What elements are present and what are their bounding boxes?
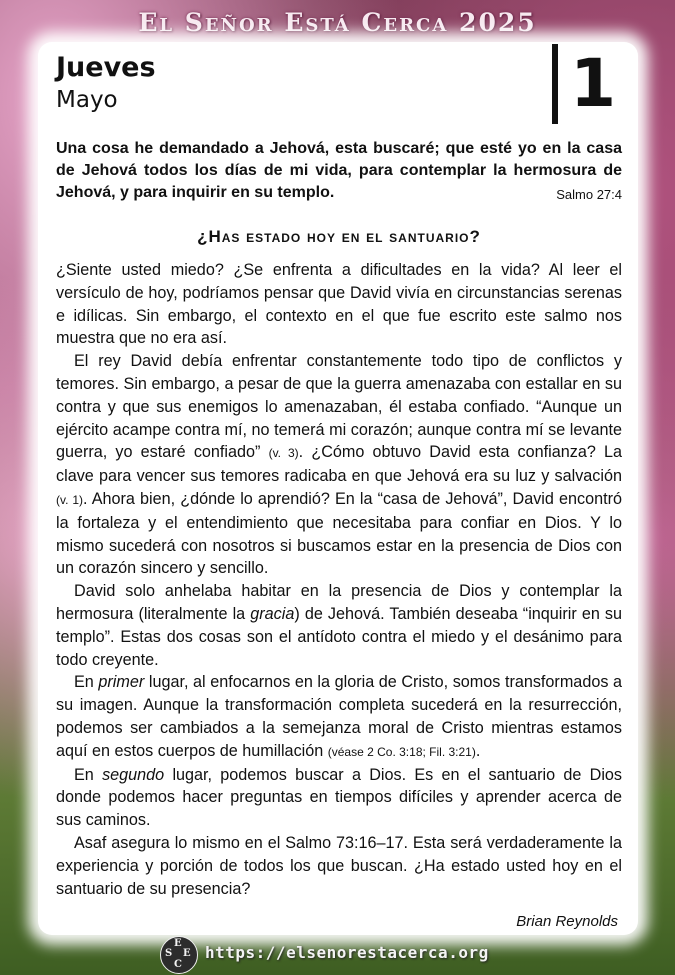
verse-text: Una cosa he demandado a Jehová, esta buscaré; que esté yo en la casa de Jehová todos los días de mi vida, para contemplar la hermosura de Jehová, y para inquirir en su templo. [56, 140, 622, 201]
website-link[interactable]: https://elsenorestacerca.org [205, 943, 489, 962]
reading-title: ¿Has estado hoy en el santuario? [197, 227, 481, 246]
month-label: Mayo [56, 87, 118, 113]
paragraph: David solo anhelaba habitar en la presencia de Dios y contemplar la hermosura (literalmente la gracia) de Jehová. También deseaba “inquirir en su templo”. Estas dos cosas son el antídoto contra el miedo y el desánimo para todo creyente. [56, 582, 623, 669]
reading-body [56, 259, 622, 900]
scripture-ref: (v. 3) [268, 446, 299, 461]
paragraph: En segundo lugar, podemos buscar a Dios. Es en el santuario de Dios donde podemos hacer preguntas en tiempos difíciles y aprender acerca de sus caminos. [56, 765, 623, 830]
publisher-logo-icon: E S E C [160, 936, 198, 974]
day-number: 1 [552, 44, 616, 124]
paragraph: ¿Siente usted miedo? ¿Se enfrenta a dificultades en la vida? Al leer el versículo de hoy, podríamos pensar que David vivía en circunstancias serenas e idílicas. Sin embargo, el contexto en el que fue escrito este salmo nos muestra que no era así. [56, 261, 622, 348]
weekday-label: Jueves [56, 52, 156, 83]
verse-reference: Salmo 27:4 [556, 187, 622, 202]
author-name: Brian Reynolds [516, 913, 618, 930]
scripture-ref: (véase 2 Co. 3:18; Fil. 3:21) [327, 744, 476, 759]
daily-verse [56, 138, 622, 206]
publication-title: El Señor Está Cerca 2025 [138, 8, 537, 37]
paragraph: El rey David debía enfrentar constantemente todo tipo de conflictos y temores. Sin embargo, a pesar de que la guerra amenazaba con estallar en su contra y que sus enemigos lo amenazaban, él estaba confiado. “Aunque un ejército acampe contra mí, no temerá mi corazón; aunque contra mí se levante guerra, yo estaré confiado” (v. 3). ¿Cómo obtuvo David esta confianza? La clave para vencer sus temores radicaba en que Jehová era su luz y salvación (v. 1). Ahora bien, ¿dónde lo aprendió? En la “casa de Jehová”, David encontró la fortaleza y el entendimiento que necesitaba para confiar en Dios. Y lo mismo sucederá con nosotros si buscamos estar en la presencia de Dios con un corazón sincero y sencillo. [56, 352, 623, 578]
scripture-ref: (v. 1) [56, 492, 84, 507]
devotional-card [38, 42, 638, 935]
paragraph: En primer lugar, al enfocarnos en la gloria de Cristo, somos transformados a su imagen. Aunque la transformación completa sucederá en la resurrección, podemos ser cambiados a la semejanza moral de Cristo mientras estamos aquí en estos cuerpos de humillación (véase 2 Co. 3:18; Fil. 3:21). [56, 673, 622, 760]
paragraph: Asaf asegura lo mismo en el Salmo 73:16–17. Esta será verdaderamente la experiencia y porción de todos los que buscan. ¿Ha estado usted hoy en el santuario de su presencia? [56, 833, 622, 898]
footer [0, 935, 675, 975]
